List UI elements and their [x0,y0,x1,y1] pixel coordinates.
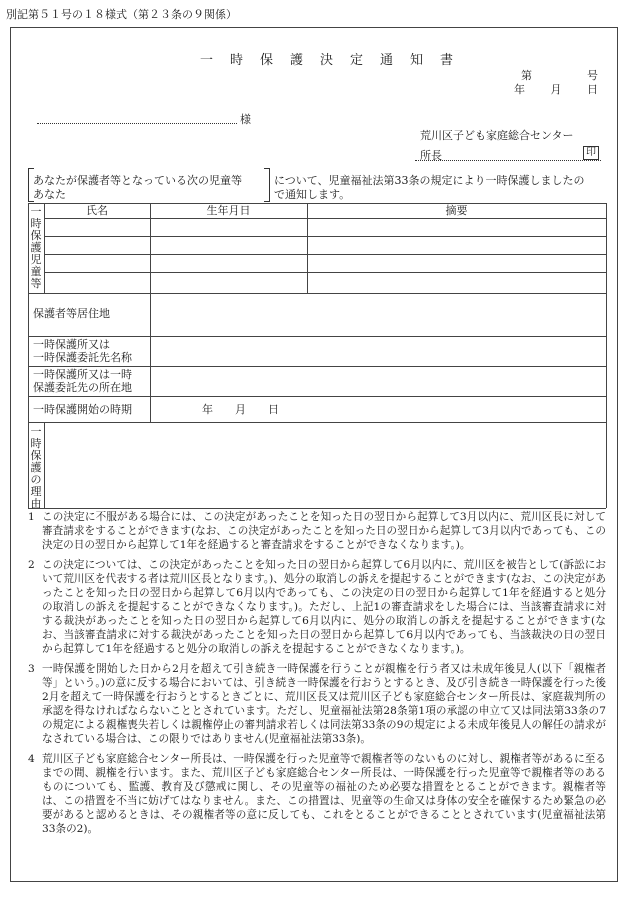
side-label-reason: 一時保護の理由 [30,425,42,510]
note-item [28,510,606,552]
note-number: 3 [28,663,35,675]
date-year-label: 年 [514,83,525,96]
note-text: 荒川区子ども家庭総合センター所長は、一時保護を行った児童等で親権者等のないものに対し、親権者等があるに至るまでの間、親権を行います。また、荒川区子ども家庭総合センター所長は、一時保護を行った児童等で親権者等のあるものについても、監護、教育及び懲戒に関し、その児童等の福祉のため必要な措置をとることができます。親権者等は、この措置を不当に妨げてはなりません。また、この措置は、児童等の生命又は身体の安全を確保するため緊急の必要があると認めるときは、その親権者等の意に反しても、これをとることができることとされています(児童福祉法第33条の2)。 [42,753,606,835]
addressee-line [37,112,237,124]
place-name-label-1: 一時保護所又は [33,338,110,351]
note-text: 一時保護を開始した日から2月を超えて引き続き一時保護を行うことが親権を行う者又は未成年後見人(以下「親権者等」という。)の意に反する場合においては、引き続き一時保護を行おうとするとき、及び引き続き一時保護を行った後2月を超えて一時保護を行おうとするときごとに、荒川区長又は荒川区子ども家庭総合センター所長は、家庭裁判所の承認を得なければならないこととされています。ただし、児童福祉法第28条第1項の承認の申立て又は同法第33条の7の規定による親権喪失若しくは親権停止の審判請求若しくは同法第33条の9の規定による未成年後見人の解任の請求がなされている場合は、この限りではありません(児童福祉法第33条)。 [42,663,606,745]
center-name: 荒川区子ども家庭総合センター [420,129,574,142]
note-number: 1 [28,511,35,523]
intro-line-2: で通知します。 [274,188,351,201]
column-header-summary: 摘要 [445,204,468,217]
side-label-children: 一時保護児童等 [30,205,42,290]
place-name-label-2: 一時保護委託先名称 [33,351,132,364]
note-item [28,752,606,836]
place-address-label-2: 保護委託先の所在地 [33,381,132,394]
director-title: 所長 [420,149,442,162]
start-time-label: 一時保護開始の時期 [33,403,132,416]
note-item [28,558,606,656]
director-line [415,145,601,161]
place-address-label-1: 一時保護所又は一時 [33,368,132,381]
guardian-address-label: 保護者等居住地 [33,307,110,320]
form-label: 別記第５１号の１８様式（第２３条の９関係） [6,8,237,21]
note-text: この決定に不服がある場合には、この決定があったことを知った日の翌日から起算して3月以内に、荒川区長に対して審査請求をすることができます(なお、この決定があったことを知った日の翌日から起算して3月以内であっても、この決定の日の翌日から起算して1年を経過すると審査請求をすることができなくなります。)。 [42,511,606,551]
start-date-value: 年 月 日 [202,403,279,416]
document-date [492,81,598,97]
bracket-line-2: あなた [33,188,66,201]
note-number: 2 [28,559,35,571]
date-day-label: 日 [587,83,598,96]
column-header-birth: 生年月日 [206,204,251,217]
document-title: 一時保護決定通知書 [199,53,470,68]
column-header-name: 氏名 [86,204,108,217]
bracket-line-1: あなたが保護者等となっている次の児童等 [33,174,242,187]
notes-section [28,510,606,842]
note-item [28,662,606,746]
note-number: 4 [28,753,35,765]
seal-mark: 印 [583,146,599,160]
date-month-label: 月 [550,83,562,96]
note-text: この決定については、この決定があったことを知った日の翌日から起算して6月以内に、荒川区を被告として(訴訟において荒川区を代表する者は荒川区長となります。)、処分の取消しの訴えを提起することができます(なお、この決定があったことを知った日の翌日から起算して6月以内であっても、この決定の日の翌日から起算して1年を経過すると処分の取消しの訴えを提起することができなくなります。)。ただし、上記1の審査請求をした場合には、当該審査請求に対する裁決があったことを知った日の翌日から起算して6月以内に、処分の取消しの訴えを提起することができます(なお、当該審査請求に対する裁決があったことを知った日の翌日から起算して6月以内であっても、当該裁決の日の翌日から起算して1年を経過すると処分の取消しの訴えを提起することができなくなります。)。 [42,559,606,655]
number-label: 第 号 [521,69,598,82]
intro-line-1: について、児童福祉法第33条の規定により一時保護しましたの [274,174,585,187]
addressee-honorific: 様 [240,113,251,126]
